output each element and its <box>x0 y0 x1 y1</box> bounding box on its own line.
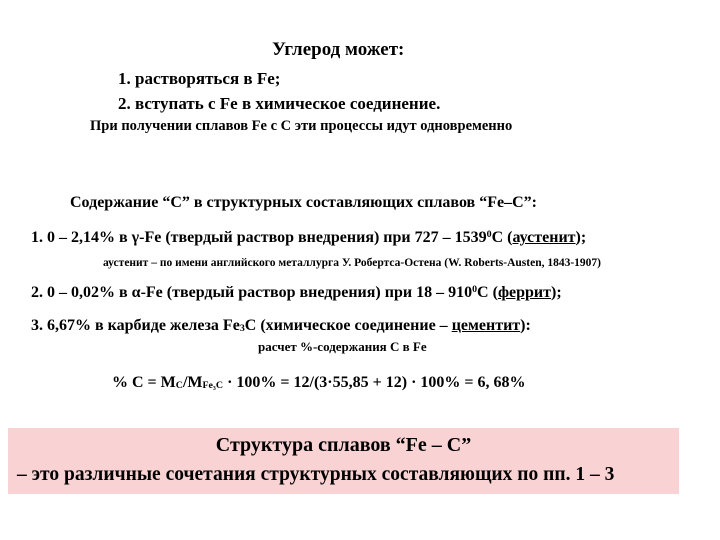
item-cementite-text: 3. 6,67% в карбиде железа Fe <box>31 317 240 334</box>
item-austenite-text: 1. 0 – 2,14% в γ-Fe (твердый раствор внедрения) при 727 – 1539 <box>31 229 487 246</box>
item-cementite-text-2: C (химическое соединение – <box>244 317 452 334</box>
formula-part-b: /M <box>182 374 203 391</box>
formula-sub-fe3c: Fe₃C <box>202 379 224 391</box>
degree-superscript: 0 <box>486 229 492 241</box>
austenite-footnote: аустенит – по имени английского металлурга У. Робертса-Остена (W. Roberts-Austen, 1843-1907) <box>103 257 601 269</box>
simultaneous-note: При получении сплавов Fe с С эти процессы идут одновременно <box>90 118 513 134</box>
unit-text: C ( <box>477 284 498 301</box>
formula-part-a: % C = M <box>112 374 176 391</box>
item-end: ); <box>550 284 562 301</box>
item-ferrite <box>31 285 562 301</box>
main-heading: Углерод может: <box>272 39 405 60</box>
term-ferrite: феррит <box>497 284 551 301</box>
formula-part-c: · 100% = 12/(3·55,85 + 12) · 100% = 6, 68% <box>223 374 526 391</box>
list-item-compound: 2. вступать с Fe в химическое соединение. <box>118 94 441 113</box>
list-item-dissolve: 1. растворяться в Fe; <box>118 69 281 88</box>
panel-title: Структура сплавов “Fe – C” <box>215 434 472 456</box>
degree-superscript: 0 <box>472 284 478 296</box>
calc-label: расчет %-содержания С в Fe <box>258 339 427 354</box>
panel-subtitle: – это различные сочетания структурных составляющих по пп. 1 – 3 <box>17 464 615 485</box>
summary-panel <box>8 428 679 494</box>
calc-formula <box>112 375 526 391</box>
term-austenite: аустенит <box>512 229 576 246</box>
term-cementite: цементит <box>451 317 521 334</box>
item-austenite <box>31 230 586 246</box>
content-title: Содержание “С” в структурных составляющих сплавов “Fe–C”: <box>70 194 537 211</box>
formula-subscript: 3 <box>239 322 245 334</box>
unit-text: C ( <box>491 229 513 246</box>
item-cementite <box>31 318 531 334</box>
formula-sub-c: C <box>175 379 183 391</box>
item-end: ); <box>575 229 587 246</box>
item-end: ): <box>520 317 531 334</box>
item-ferrite-text: 2. 0 – 0,02% в α-Fe (твердый раствор внедрения) при 18 – 910 <box>31 284 473 301</box>
